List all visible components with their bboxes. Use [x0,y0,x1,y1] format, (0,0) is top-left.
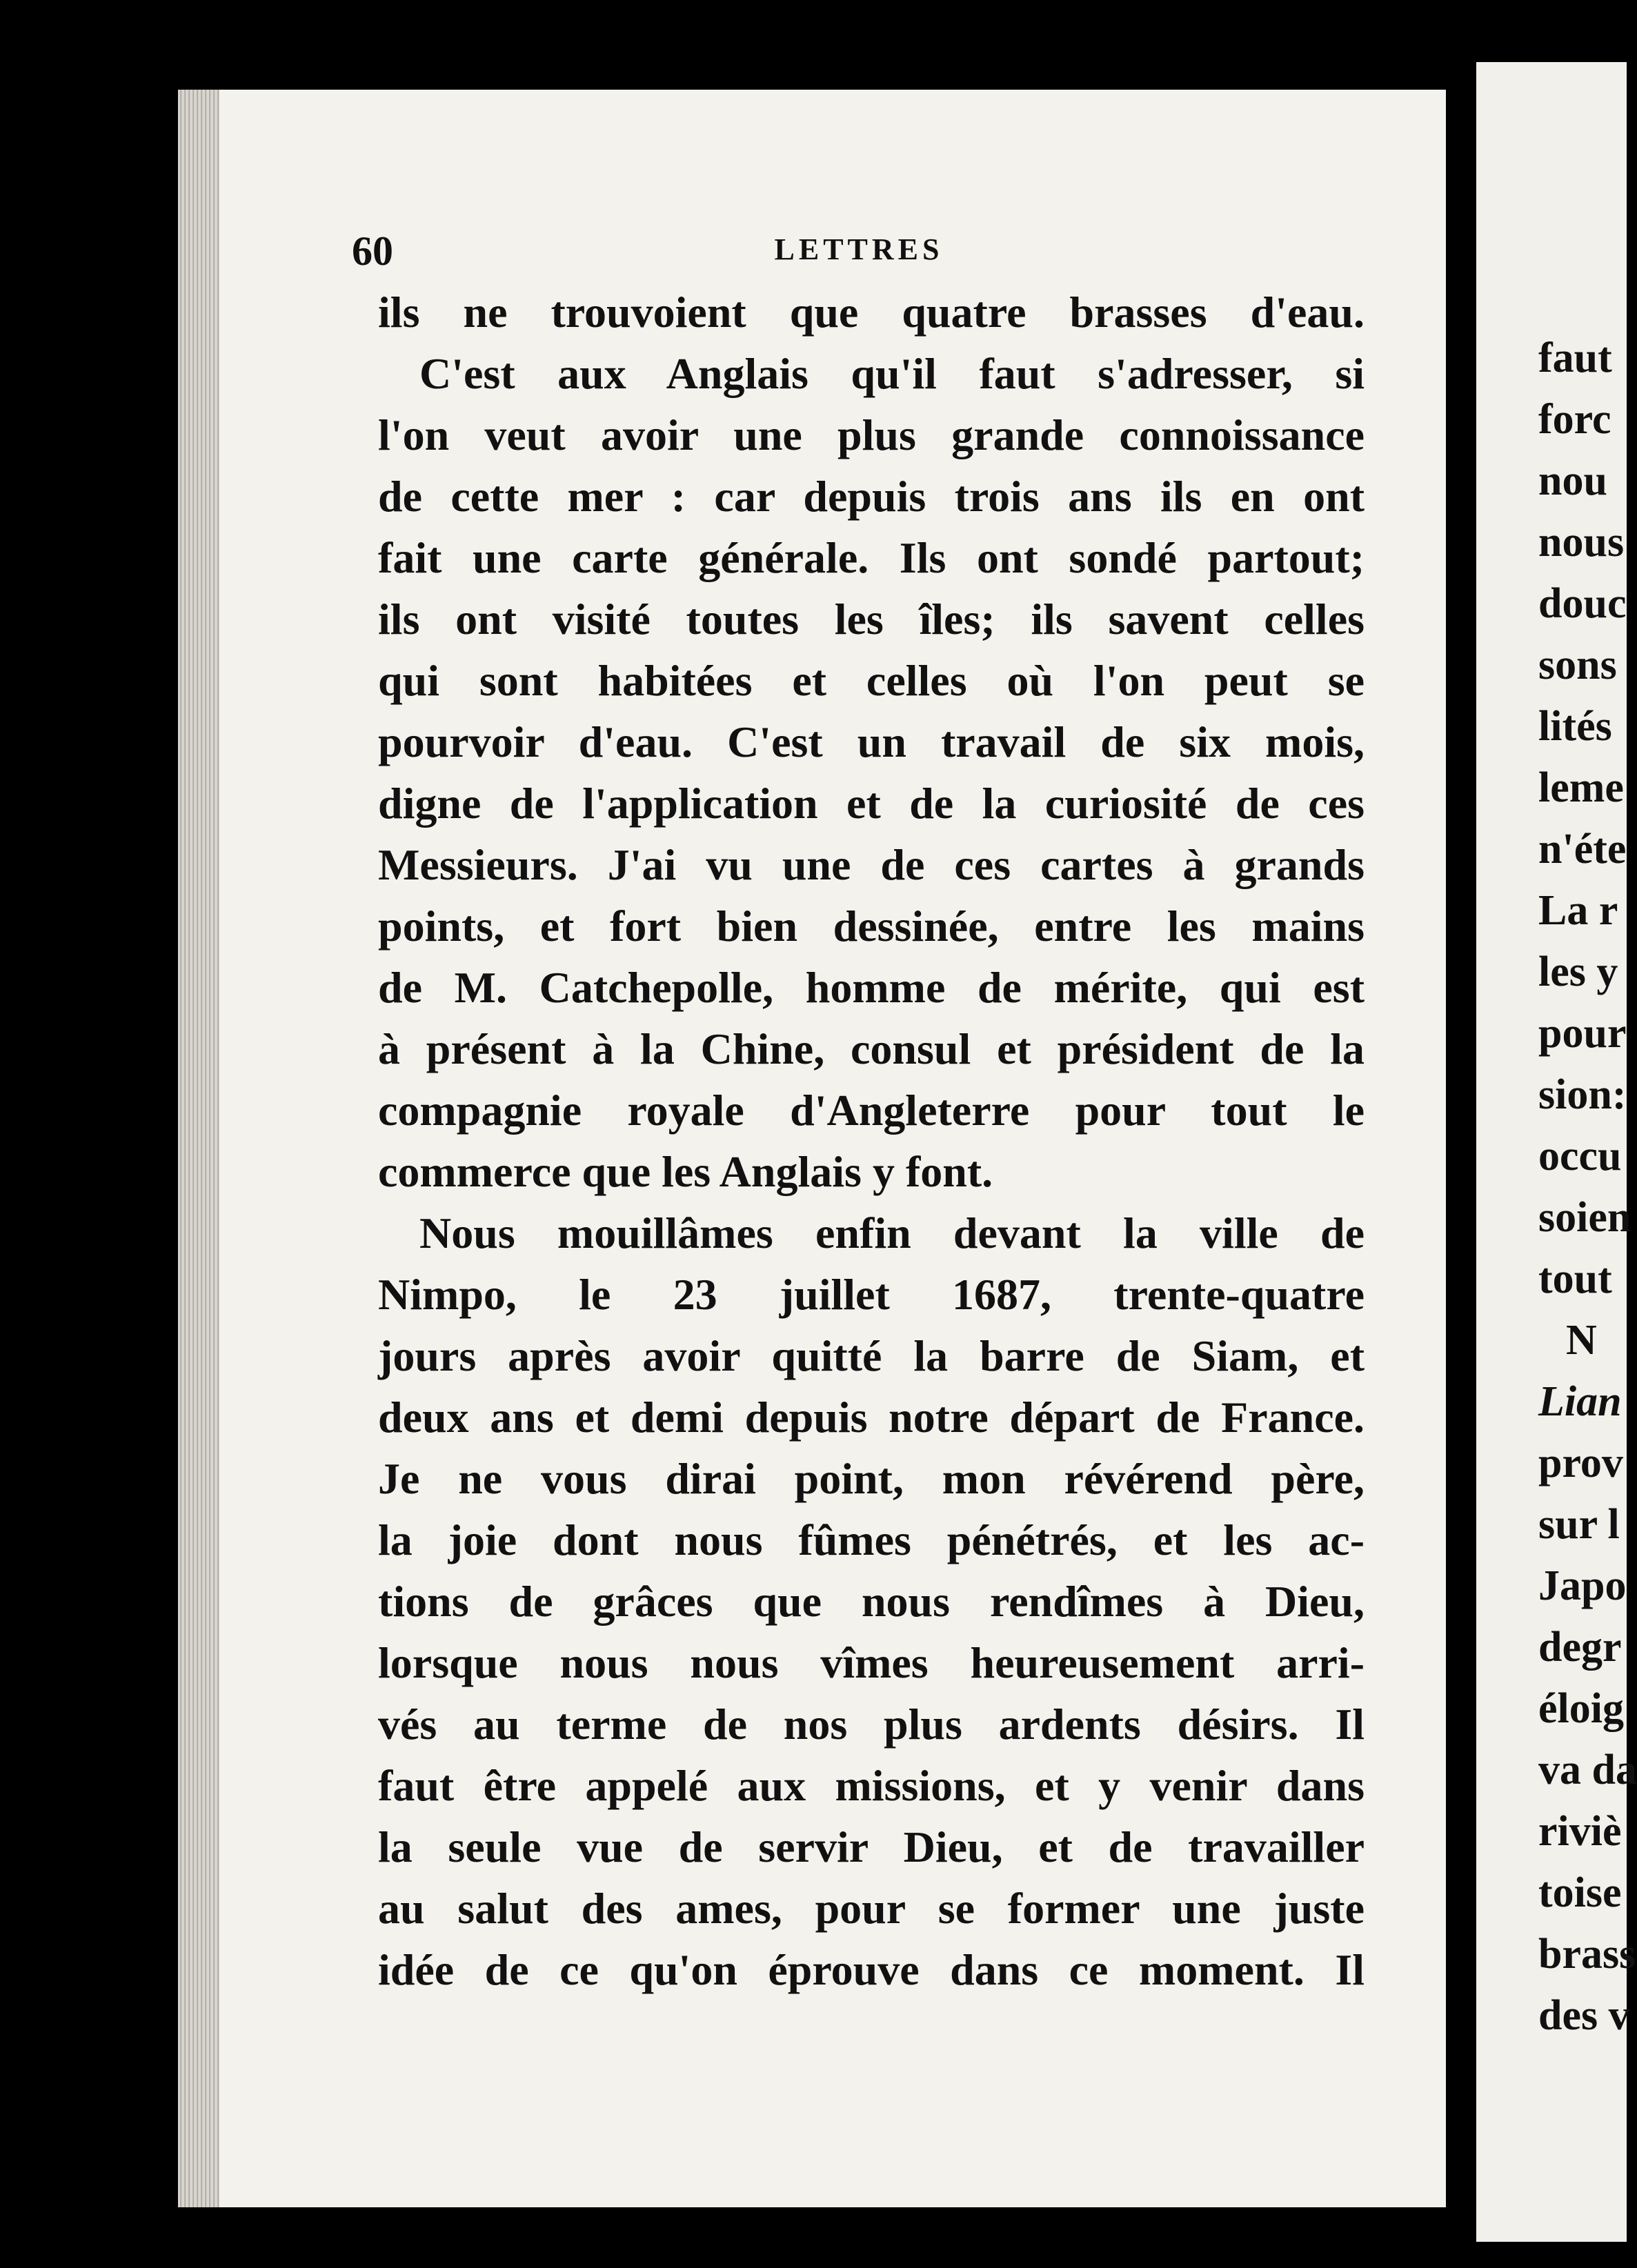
right-text-line: tout [1538,1255,1612,1302]
text-line: pourvoir d'eau. C'est un travail de six mois, [378,717,1365,766]
text-line: lorsque nous nous vîmes heureusement arri- [378,1638,1365,1687]
text-line: jours après avoir quitté la barre de Siam, et [378,1331,1365,1380]
right-text-line: toise [1538,1869,1622,1916]
right-text-line: nou [1538,457,1607,504]
right-text-line: faut [1538,335,1612,381]
text-line: de M. Catchepolle, homme de mérite, qui est [378,963,1365,1012]
text-line: digne de l'application et de la curiosité de ces [378,779,1365,828]
text-line: Messieurs. J'ai vu une de ces cartes à grands [378,840,1365,889]
right-text-line: brass [1538,1931,1636,1978]
text-line: à présent à la Chine, consul et président de la [378,1024,1365,1073]
text-line: deux ans et demi depuis notre départ de France. [378,1393,1365,1442]
text-line: la joie dont nous fûmes pénétrés, et les ac- [378,1515,1365,1564]
right-text-line: N [1566,1317,1597,1364]
text-line: commerce que les Anglais y font. [378,1147,993,1196]
text-line: Nimpo, le 23 juillet 1687, trente-quatre [378,1270,1365,1319]
right-text-line: sur l [1538,1501,1620,1548]
right-text-line: riviè [1538,1808,1622,1855]
right-page-fragment [1476,62,1637,2242]
text-line: au salut des ames, pour se former une juste [378,1884,1365,1933]
right-text-line: La r [1538,887,1618,934]
right-text-line: Lian [1538,1378,1622,1425]
text-line: Nous mouillâmes enfin devant la ville de [419,1208,1365,1257]
running-title: LETTRES [774,232,944,266]
right-text-line: leme [1538,764,1624,811]
text-line: tions de grâces que nous rendîmes à Dieu, [378,1577,1365,1626]
right-text-line: sion: [1538,1071,1627,1118]
running-head [352,228,1366,276]
text-line: C'est aux Anglais qu'il faut s'adresser, si [419,349,1365,398]
page-edge-stack [178,90,219,2207]
page-number: 60 [352,228,393,274]
right-text-line: éloig [1538,1685,1624,1732]
right-text-line: va da [1538,1747,1637,1793]
right-text-line: sons [1538,641,1617,688]
text-line: l'on veut avoir une plus grande connoissance [378,410,1365,459]
right-text-line: n'éte [1538,826,1627,873]
text-line: ils ne trouvoient que quatre brasses d'eau. [378,288,1365,337]
text-line: vés au terme de nos plus ardents désirs. Il [378,1700,1365,1749]
body-text [378,281,1365,2000]
text-line: faut être appelé aux missions, et y venir dans [378,1761,1365,1810]
right-text-line: lités [1538,703,1612,750]
right-text-line: occu [1538,1133,1622,1180]
right-text-line: prov [1538,1440,1623,1486]
right-text-line: des v [1538,1992,1630,2039]
right-text-line: les y [1538,948,1618,995]
text-line: qui sont habitées et celles où l'on peut se [378,656,1365,705]
text-line: idée de ce qu'on éprouve dans ce moment. Il [378,1945,1365,1994]
text-line: Je ne vous dirai point, mon révérend père, [378,1454,1365,1503]
text-line: compagnie royale d'Angleterre pour tout le [378,1086,1365,1135]
right-text-line: douc [1538,580,1627,627]
text-line: points, et fort bien dessinée, entre les mains [378,902,1365,951]
right-text-line: forc [1538,396,1611,443]
right-text-line: pour [1538,1010,1627,1057]
text-line: ils ont visité toutes les îles; ils savent celles [378,595,1365,644]
right-text-line: degr [1538,1624,1622,1671]
text-line: la seule vue de servir Dieu, et de travailler [378,1822,1365,1871]
text-line: fait une carte générale. Ils ont sondé partout; [378,533,1365,582]
right-page-text [1538,328,1637,2047]
right-text-line: nous [1538,519,1625,566]
right-text-line: Japo [1538,1562,1627,1609]
right-text-line: soien [1538,1194,1631,1241]
text-line: de cette mer : car depuis trois ans ils en ont [378,472,1365,521]
